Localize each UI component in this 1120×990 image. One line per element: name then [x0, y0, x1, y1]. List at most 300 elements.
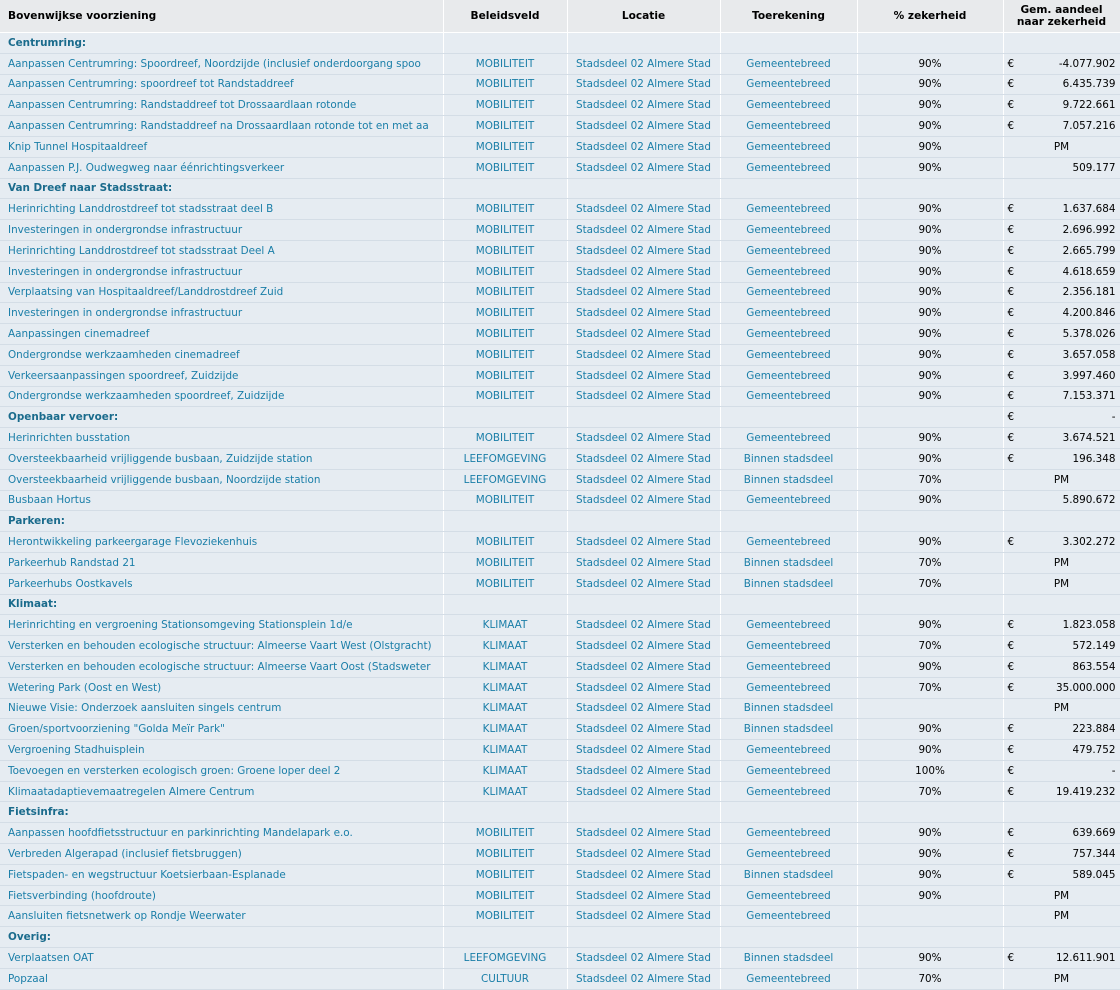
- locatie-cell: Stadsdeel 02 Almere Stad: [567, 823, 720, 844]
- empty-cell: [857, 927, 1003, 948]
- amount-value: 5.890.672: [1062, 494, 1116, 507]
- beleidsveld-cell: LEEFOMGEVING: [443, 448, 567, 469]
- aandeel-cell: [1003, 844, 1120, 865]
- beleidsveld-cell: MOBILITEIT: [443, 428, 567, 449]
- table-row[interactable]: [0, 656, 1120, 677]
- table-row[interactable]: [0, 968, 1120, 989]
- euro-sign: €: [1007, 764, 1015, 777]
- zekerheid-cell: 90%: [857, 948, 1003, 969]
- table-row[interactable]: [0, 324, 1120, 345]
- beleidsveld-cell: MOBILITEIT: [443, 344, 567, 365]
- table-row[interactable]: [0, 428, 1120, 449]
- toerekening-cell: Gemeentebreed: [720, 136, 857, 157]
- locatie-cell: Stadsdeel 02 Almere Stad: [567, 282, 720, 303]
- zekerheid-cell: 90%: [857, 885, 1003, 906]
- voorziening-name: Busbaan Hortus: [0, 490, 443, 511]
- table-row[interactable]: [0, 116, 1120, 137]
- locatie-cell: Stadsdeel 02 Almere Stad: [567, 490, 720, 511]
- euro-sign: €: [1007, 99, 1015, 112]
- table-row[interactable]: [0, 95, 1120, 116]
- aandeel-cell: [1003, 116, 1120, 137]
- toerekening-cell: Gemeentebreed: [720, 656, 857, 677]
- locatie-cell: Stadsdeel 02 Almere Stad: [567, 95, 720, 116]
- section-title: Parkeren:: [0, 511, 443, 532]
- zekerheid-cell: 90%: [857, 116, 1003, 137]
- locatie-cell: Stadsdeel 02 Almere Stad: [567, 948, 720, 969]
- beleidsveld-cell: MOBILITEIT: [443, 532, 567, 553]
- empty-cell: [443, 511, 567, 532]
- locatie-cell: Stadsdeel 02 Almere Stad: [567, 324, 720, 345]
- zekerheid-cell: 90%: [857, 448, 1003, 469]
- zekerheid-cell: 90%: [857, 157, 1003, 178]
- aandeel-cell: [1003, 324, 1120, 345]
- table-row[interactable]: [0, 698, 1120, 719]
- amount-value: 863.554: [1072, 660, 1116, 673]
- toerekening-cell: Binnen stadsdeel: [720, 552, 857, 573]
- beleidsveld-cell: MOBILITEIT: [443, 199, 567, 220]
- beleidsveld-cell: MOBILITEIT: [443, 136, 567, 157]
- zekerheid-cell: 100%: [857, 760, 1003, 781]
- col-header-locatie[interactable]: Locatie: [567, 0, 720, 33]
- locatie-cell: Stadsdeel 02 Almere Stad: [567, 698, 720, 719]
- table-row[interactable]: [0, 240, 1120, 261]
- section-amount-cell: [1003, 33, 1120, 54]
- zekerheid-cell: 90%: [857, 823, 1003, 844]
- euro-sign: €: [1007, 244, 1015, 257]
- table-row[interactable]: [0, 53, 1120, 74]
- toerekening-cell: Gemeentebreed: [720, 240, 857, 261]
- section-row: [0, 511, 1120, 532]
- pm-value: PM: [1053, 910, 1070, 923]
- beleidsveld-cell: MOBILITEIT: [443, 74, 567, 95]
- section-row: [0, 927, 1120, 948]
- amount-value: 479.752: [1072, 743, 1116, 756]
- zekerheid-cell: 70%: [857, 552, 1003, 573]
- beleidsveld-cell: MOBILITEIT: [443, 552, 567, 573]
- table-row[interactable]: [0, 532, 1120, 553]
- zekerheid-cell: 90%: [857, 864, 1003, 885]
- amount-value: 1.637.684: [1062, 203, 1116, 216]
- amount-value: 5.378.026: [1062, 328, 1116, 341]
- empty-cell: [720, 178, 857, 199]
- amount-value: 12.611.901: [1056, 951, 1116, 964]
- table-row[interactable]: [0, 157, 1120, 178]
- table-row[interactable]: [0, 760, 1120, 781]
- euro-sign: €: [1007, 847, 1015, 860]
- aandeel-cell: [1003, 552, 1120, 573]
- voorziening-name: Versterken en behouden ecologische structuur: Almeerse Vaart Oost (Stadsweter: [0, 656, 443, 677]
- section-amount-cell: [1003, 407, 1120, 428]
- euro-sign: €: [1007, 78, 1015, 91]
- table-row[interactable]: [0, 781, 1120, 802]
- table-row[interactable]: [0, 885, 1120, 906]
- aandeel-cell: [1003, 74, 1120, 95]
- toerekening-cell: Gemeentebreed: [720, 677, 857, 698]
- euro-sign: €: [1007, 265, 1015, 278]
- beleidsveld-cell: MOBILITEIT: [443, 365, 567, 386]
- table-row[interactable]: [0, 740, 1120, 761]
- empty-cell: [567, 594, 720, 615]
- voorziening-name: Verbreden Algerapad (inclusief fietsbruggen): [0, 844, 443, 865]
- voorziening-name: Investeringen in ondergrondse infrastructuur: [0, 261, 443, 282]
- section-title: Van Dreef naar Stadsstraat:: [0, 178, 443, 199]
- toerekening-cell: Gemeentebreed: [720, 220, 857, 241]
- euro-sign: €: [1007, 224, 1015, 237]
- aandeel-cell: [1003, 636, 1120, 657]
- beleidsveld-cell: MOBILITEIT: [443, 906, 567, 927]
- locatie-cell: Stadsdeel 02 Almere Stad: [567, 344, 720, 365]
- zekerheid-cell: 70%: [857, 968, 1003, 989]
- empty-cell: [443, 407, 567, 428]
- empty-cell: [857, 802, 1003, 823]
- aandeel-cell: [1003, 615, 1120, 636]
- toerekening-cell: Binnen stadsdeel: [720, 448, 857, 469]
- empty-cell: [720, 511, 857, 532]
- voorziening-name: Versterken en behouden ecologische structuur: Almeerse Vaart West (Olstgracht): [0, 636, 443, 657]
- aandeel-cell: [1003, 95, 1120, 116]
- toerekening-cell: Gemeentebreed: [720, 365, 857, 386]
- col-header-name[interactable]: Bovenwijkse voorziening: [0, 0, 443, 33]
- zekerheid-cell: 90%: [857, 199, 1003, 220]
- voorziening-name: Oversteekbaarheid vrijliggende busbaan, Zuidzijde station: [0, 448, 443, 469]
- zekerheid-cell: 90%: [857, 719, 1003, 740]
- aandeel-cell: [1003, 490, 1120, 511]
- aandeel-cell: [1003, 698, 1120, 719]
- amount-value: 572.149: [1072, 640, 1116, 652]
- euro-sign: €: [1007, 452, 1015, 465]
- beleidsveld-cell: MOBILITEIT: [443, 220, 567, 241]
- table-row[interactable]: [0, 303, 1120, 324]
- aandeel-cell: [1003, 677, 1120, 698]
- beleidsveld-cell: KLIMAAT: [443, 781, 567, 802]
- toerekening-cell: Gemeentebreed: [720, 906, 857, 927]
- voorziening-name: Herinrichten busstation: [0, 428, 443, 449]
- beleidsveld-cell: MOBILITEIT: [443, 95, 567, 116]
- table-row[interactable]: [0, 906, 1120, 927]
- table-row[interactable]: [0, 74, 1120, 95]
- amount-value: 7.153.371: [1062, 390, 1116, 403]
- beleidsveld-cell: KLIMAAT: [443, 740, 567, 761]
- zekerheid-cell: 90%: [857, 240, 1003, 261]
- section-title: Centrumring:: [0, 33, 443, 54]
- table-row[interactable]: [0, 864, 1120, 885]
- euro-sign: €: [1007, 619, 1015, 632]
- locatie-cell: Stadsdeel 02 Almere Stad: [567, 677, 720, 698]
- amount-value: 639.669: [1072, 827, 1116, 840]
- toerekening-cell: Gemeentebreed: [720, 53, 857, 74]
- col-header-zekerheid[interactable]: % zekerheid: [857, 0, 1003, 33]
- voorziening-name: Aanpassen hoofdfietsstructuur en parkinrichting Mandelapark e.o.: [0, 823, 443, 844]
- locatie-cell: Stadsdeel 02 Almere Stad: [567, 740, 720, 761]
- locatie-cell: Stadsdeel 02 Almere Stad: [567, 448, 720, 469]
- beleidsveld-cell: CULTUUR: [443, 968, 567, 989]
- table-header: [0, 0, 1120, 33]
- toerekening-cell: Gemeentebreed: [720, 95, 857, 116]
- locatie-cell: Stadsdeel 02 Almere Stad: [567, 53, 720, 74]
- voorziening-name: Toevoegen en versterken ecologisch groen: Groene loper deel 2: [0, 760, 443, 781]
- toerekening-cell: Gemeentebreed: [720, 844, 857, 865]
- voorziening-name: Investeringen in ondergrondse infrastructuur: [0, 220, 443, 241]
- amount-value: 2.696.992: [1062, 224, 1116, 237]
- locatie-cell: Stadsdeel 02 Almere Stad: [567, 906, 720, 927]
- locatie-cell: Stadsdeel 02 Almere Stad: [567, 781, 720, 802]
- zekerheid-cell: 70%: [857, 469, 1003, 490]
- table-row[interactable]: [0, 344, 1120, 365]
- table-row[interactable]: [0, 469, 1120, 490]
- voorziening-name: Aanpassingen cinemadreef: [0, 324, 443, 345]
- empty-cell: [443, 178, 567, 199]
- euro-sign: €: [1007, 432, 1015, 445]
- toerekening-cell: Binnen stadsdeel: [720, 573, 857, 594]
- beleidsveld-cell: MOBILITEIT: [443, 823, 567, 844]
- zekerheid-cell: 90%: [857, 490, 1003, 511]
- zekerheid-cell: 90%: [857, 344, 1003, 365]
- euro-sign: €: [1007, 743, 1015, 756]
- locatie-cell: Stadsdeel 02 Almere Stad: [567, 74, 720, 95]
- amount-value: 2.665.799: [1062, 244, 1116, 257]
- zekerheid-cell: 90%: [857, 740, 1003, 761]
- pm-value: PM: [1053, 473, 1070, 486]
- section-title: Openbaar vervoer:: [0, 407, 443, 428]
- amount-value: 35.000.000: [1056, 681, 1116, 694]
- zekerheid-cell: 90%: [857, 324, 1003, 345]
- euro-sign: €: [1007, 660, 1015, 673]
- aandeel-cell: [1003, 136, 1120, 157]
- locatie-cell: Stadsdeel 02 Almere Stad: [567, 303, 720, 324]
- euro-sign: €: [1007, 640, 1015, 652]
- empty-cell: [857, 407, 1003, 428]
- section-title: Klimaat:: [0, 594, 443, 615]
- toerekening-cell: Gemeentebreed: [720, 282, 857, 303]
- zekerheid-cell: 90%: [857, 74, 1003, 95]
- aandeel-cell: [1003, 573, 1120, 594]
- toerekening-cell: Binnen stadsdeel: [720, 469, 857, 490]
- locatie-cell: Stadsdeel 02 Almere Stad: [567, 199, 720, 220]
- pm-value: PM: [1053, 702, 1070, 715]
- table-row[interactable]: [0, 552, 1120, 573]
- aandeel-cell: [1003, 53, 1120, 74]
- amount-value: 4.200.846: [1062, 307, 1116, 320]
- locatie-cell: Stadsdeel 02 Almere Stad: [567, 760, 720, 781]
- amount-value: 2.356.181: [1062, 286, 1116, 299]
- voorziening-name: Herinrichting Landdrostdreef tot stadsstraat deel B: [0, 199, 443, 220]
- locatie-cell: Stadsdeel 02 Almere Stad: [567, 157, 720, 178]
- toerekening-cell: Gemeentebreed: [720, 261, 857, 282]
- voorziening-name: Aanpassen Centrumring: Spoordreef, Noordzijde (inclusief onderdoorgang spoo: [0, 53, 443, 74]
- col-header-beleidsveld[interactable]: Beleidsveld: [443, 0, 567, 33]
- pm-value: PM: [1053, 556, 1070, 569]
- amount-value: 196.348: [1072, 452, 1116, 465]
- locatie-cell: Stadsdeel 02 Almere Stad: [567, 573, 720, 594]
- table-row[interactable]: [0, 448, 1120, 469]
- aandeel-cell: [1003, 240, 1120, 261]
- empty-cell: [857, 594, 1003, 615]
- voorziening-name: Aanpassen Centrumring: Randstaddreef tot Drossaardlaan rotonde: [0, 95, 443, 116]
- toerekening-cell: Gemeentebreed: [720, 636, 857, 657]
- voorziening-name: Herontwikkeling parkeergarage Flevoziekenhuis: [0, 532, 443, 553]
- toerekening-cell: Gemeentebreed: [720, 532, 857, 553]
- empty-cell: [567, 33, 720, 54]
- beleidsveld-cell: MOBILITEIT: [443, 386, 567, 407]
- zekerheid-cell: 90%: [857, 53, 1003, 74]
- zekerheid-cell: 90%: [857, 282, 1003, 303]
- locatie-cell: Stadsdeel 02 Almere Stad: [567, 844, 720, 865]
- pm-value: PM: [1053, 972, 1070, 985]
- beleidsveld-cell: KLIMAAT: [443, 677, 567, 698]
- empty-cell: [443, 594, 567, 615]
- toerekening-cell: Binnen stadsdeel: [720, 719, 857, 740]
- voorziening-name: Parkeerhub Randstad 21: [0, 552, 443, 573]
- beleidsveld-cell: MOBILITEIT: [443, 53, 567, 74]
- euro-sign: €: [1007, 681, 1015, 694]
- zekerheid-cell: 90%: [857, 303, 1003, 324]
- table-row[interactable]: [0, 823, 1120, 844]
- table-row[interactable]: [0, 677, 1120, 698]
- aandeel-cell: [1003, 948, 1120, 969]
- empty-cell: [567, 802, 720, 823]
- beleidsveld-cell: KLIMAAT: [443, 615, 567, 636]
- table-row[interactable]: [0, 261, 1120, 282]
- table-row[interactable]: [0, 573, 1120, 594]
- aandeel-cell: [1003, 261, 1120, 282]
- empty-cell: [720, 802, 857, 823]
- aandeel-cell: [1003, 906, 1120, 927]
- amount-value: 3.657.058: [1062, 348, 1116, 361]
- empty-cell: [567, 178, 720, 199]
- section-title: Fietsinfra:: [0, 802, 443, 823]
- beleidsveld-cell: MOBILITEIT: [443, 157, 567, 178]
- table-row[interactable]: [0, 220, 1120, 241]
- table-row[interactable]: [0, 386, 1120, 407]
- table-row[interactable]: [0, 199, 1120, 220]
- voorziening-name: Parkeerhubs Oostkavels: [0, 573, 443, 594]
- table-row[interactable]: [0, 844, 1120, 865]
- aandeel-cell: [1003, 448, 1120, 469]
- locatie-cell: Stadsdeel 02 Almere Stad: [567, 615, 720, 636]
- toerekening-cell: Gemeentebreed: [720, 428, 857, 449]
- zekerheid-cell: 90%: [857, 365, 1003, 386]
- toerekening-cell: Binnen stadsdeel: [720, 698, 857, 719]
- zekerheid-cell: 90%: [857, 615, 1003, 636]
- zekerheid-cell: 90%: [857, 95, 1003, 116]
- table-row[interactable]: [0, 136, 1120, 157]
- amount-value: -4.077.902: [1058, 57, 1116, 70]
- euro-sign: €: [1007, 286, 1015, 299]
- zekerheid-cell: 90%: [857, 656, 1003, 677]
- aandeel-cell: [1003, 303, 1120, 324]
- aandeel-cell: [1003, 220, 1120, 241]
- table-row[interactable]: [0, 636, 1120, 657]
- empty-cell: [443, 927, 567, 948]
- zekerheid-cell: 70%: [857, 781, 1003, 802]
- table-row[interactable]: [0, 615, 1120, 636]
- aandeel-cell: [1003, 760, 1120, 781]
- aandeel-cell: [1003, 781, 1120, 802]
- beleidsveld-cell: MOBILITEIT: [443, 261, 567, 282]
- aandeel-cell: [1003, 656, 1120, 677]
- section-amount-cell: [1003, 178, 1120, 199]
- voorziening-name: Groen/sportvoorziening "Golda Meïr Park": [0, 719, 443, 740]
- toerekening-cell: Gemeentebreed: [720, 490, 857, 511]
- euro-sign: €: [1007, 57, 1015, 70]
- beleidsveld-cell: MOBILITEIT: [443, 282, 567, 303]
- voorziening-name: Wetering Park (Oost en West): [0, 677, 443, 698]
- aandeel-cell: [1003, 532, 1120, 553]
- zekerheid-cell: 90%: [857, 532, 1003, 553]
- locatie-cell: Stadsdeel 02 Almere Stad: [567, 864, 720, 885]
- euro-sign: €: [1007, 536, 1015, 549]
- locatie-cell: Stadsdeel 02 Almere Stad: [567, 116, 720, 137]
- amount-value: 3.997.460: [1062, 369, 1116, 382]
- empty-cell: [857, 33, 1003, 54]
- locatie-cell: Stadsdeel 02 Almere Stad: [567, 386, 720, 407]
- amount-value: 757.344: [1072, 847, 1116, 860]
- locatie-cell: Stadsdeel 02 Almere Stad: [567, 365, 720, 386]
- beleidsveld-cell: KLIMAAT: [443, 698, 567, 719]
- locatie-cell: Stadsdeel 02 Almere Stad: [567, 261, 720, 282]
- section-amount-cell: [1003, 927, 1120, 948]
- euro-sign: €: [1007, 369, 1015, 382]
- voorziening-name: Aansluiten fietsnetwerk op Rondje Weerwater: [0, 906, 443, 927]
- locatie-cell: Stadsdeel 02 Almere Stad: [567, 136, 720, 157]
- aandeel-cell: [1003, 469, 1120, 490]
- section-title: Overig:: [0, 927, 443, 948]
- col-header-aandeel[interactable]: Gem. aandeel naar zekerheid: [1003, 0, 1120, 33]
- toerekening-cell: Binnen stadsdeel: [720, 864, 857, 885]
- amount-value: 3.674.521: [1062, 432, 1116, 445]
- section-amount-cell: [1003, 594, 1120, 615]
- table-row[interactable]: [0, 948, 1120, 969]
- voorziening-name: Knip Tunnel Hospitaaldreef: [0, 136, 443, 157]
- table-row[interactable]: [0, 719, 1120, 740]
- toerekening-cell: Gemeentebreed: [720, 303, 857, 324]
- voorziening-name: Klimaatadaptievemaatregelen Almere Centrum: [0, 781, 443, 802]
- locatie-cell: Stadsdeel 02 Almere Stad: [567, 469, 720, 490]
- table-row[interactable]: [0, 282, 1120, 303]
- locatie-cell: Stadsdeel 02 Almere Stad: [567, 240, 720, 261]
- locatie-cell: Stadsdeel 02 Almere Stad: [567, 968, 720, 989]
- section-row: [0, 178, 1120, 199]
- toerekening-cell: Gemeentebreed: [720, 324, 857, 345]
- toerekening-cell: Gemeentebreed: [720, 157, 857, 178]
- toerekening-cell: Gemeentebreed: [720, 74, 857, 95]
- zekerheid-cell: [857, 698, 1003, 719]
- voorziening-name: Aanpassen Centrumring: spoordreef tot Randstaddreef: [0, 74, 443, 95]
- beleidsveld-cell: KLIMAAT: [443, 636, 567, 657]
- zekerheid-cell: 90%: [857, 386, 1003, 407]
- amount-value: 3.302.272: [1062, 536, 1116, 549]
- table-row[interactable]: [0, 490, 1120, 511]
- beleidsveld-cell: MOBILITEIT: [443, 116, 567, 137]
- col-header-toerekening[interactable]: Toerekening: [720, 0, 857, 33]
- empty-cell: [567, 511, 720, 532]
- zekerheid-cell: 90%: [857, 844, 1003, 865]
- euro-sign: €: [1007, 827, 1015, 840]
- aandeel-cell: [1003, 885, 1120, 906]
- amount-value: 7.057.216: [1062, 120, 1116, 133]
- toerekening-cell: Gemeentebreed: [720, 615, 857, 636]
- aandeel-cell: [1003, 719, 1120, 740]
- empty-cell: [443, 33, 567, 54]
- toerekening-cell: Gemeentebreed: [720, 760, 857, 781]
- aandeel-cell: [1003, 344, 1120, 365]
- beleidsveld-cell: LEEFOMGEVING: [443, 948, 567, 969]
- locatie-cell: Stadsdeel 02 Almere Stad: [567, 552, 720, 573]
- section-row: [0, 407, 1120, 428]
- euro-sign: €: [1007, 411, 1015, 424]
- table-row[interactable]: [0, 365, 1120, 386]
- toerekening-cell: Gemeentebreed: [720, 199, 857, 220]
